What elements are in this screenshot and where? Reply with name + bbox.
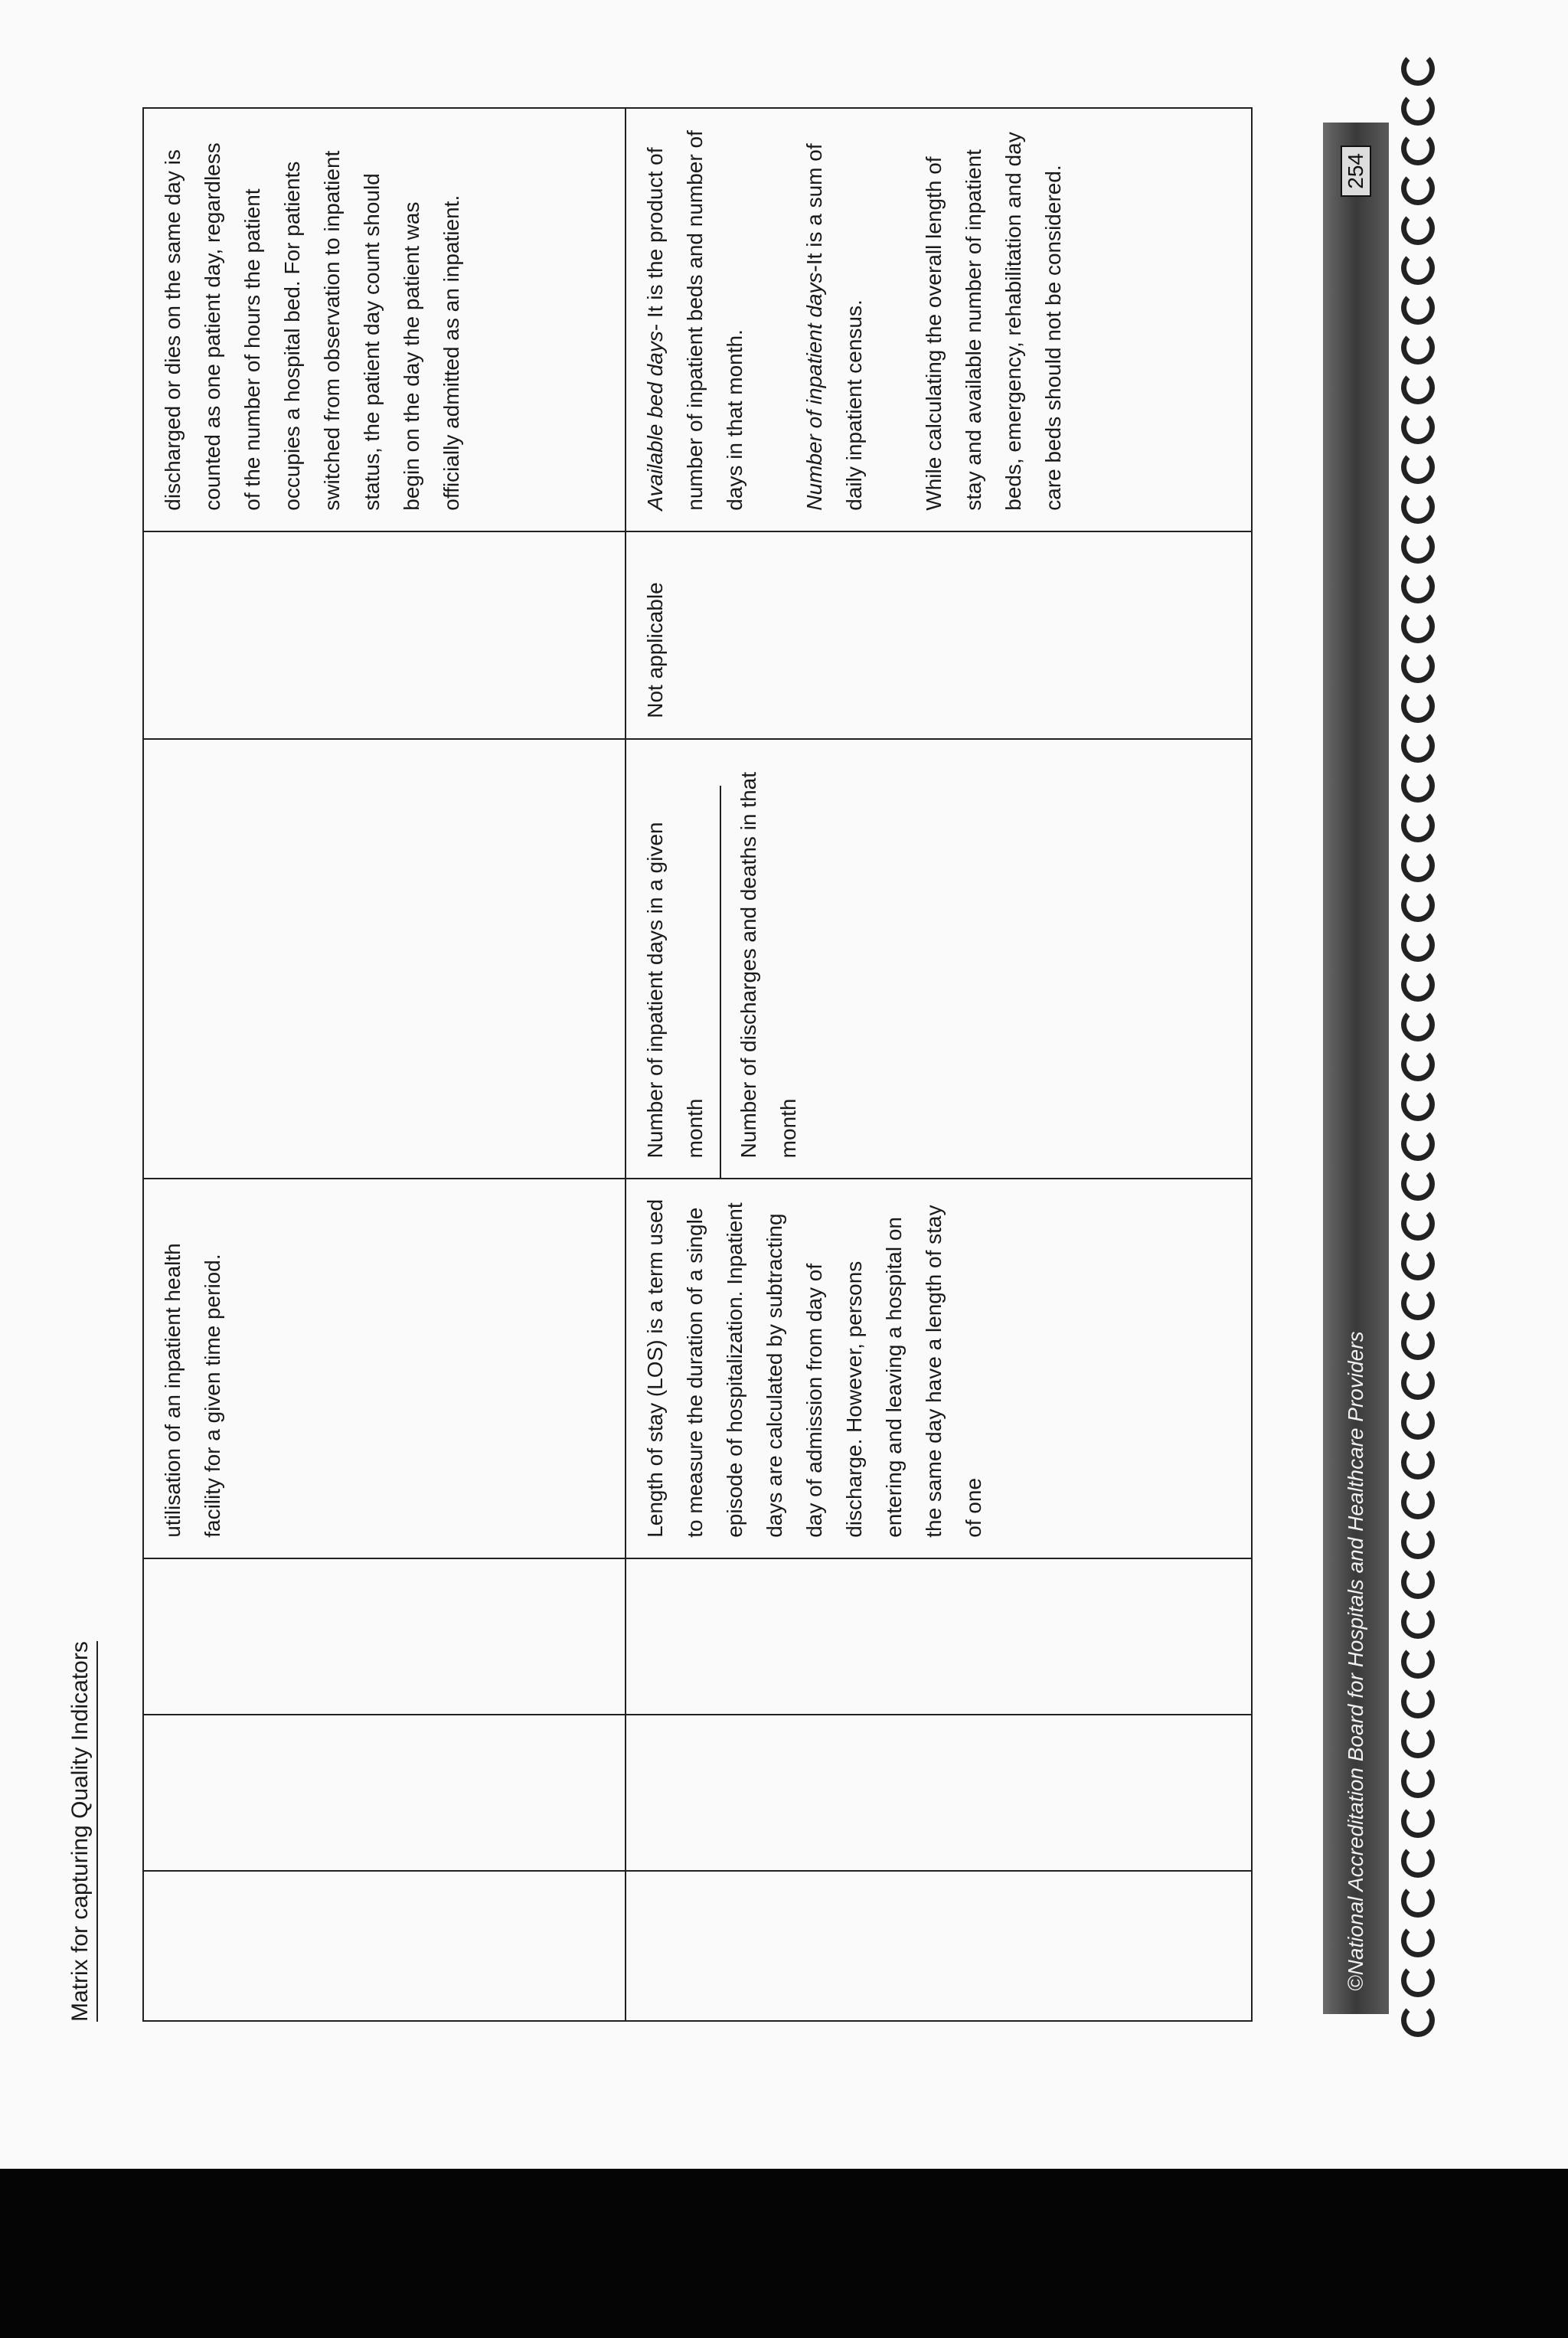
binding-ring [1401,1446,1435,1480]
binding-ring [1401,251,1435,285]
binding-ring [1401,1605,1435,1639]
binding-ring [1401,1764,1435,1798]
table-row [143,108,626,2021]
remarks-text [626,109,1095,531]
binding-ring [1401,450,1435,484]
term-inpatient-days: Number of inpatient days [802,272,826,511]
binding-ring [1401,1924,1435,1957]
binding-ring [1401,1406,1435,1440]
formula-cell [626,739,1252,1179]
sampling-cell [626,531,1252,739]
binding-ring [1401,1247,1435,1280]
binding-ring [1401,331,1435,365]
binding-ring [1401,689,1435,723]
publisher-credit: ©National Accreditation Board for Hospitals and Healthcare Providers [1344,1331,1367,1991]
binding-ring [1401,2003,1435,2037]
binding-ring [1401,371,1435,404]
binding-ring [1401,211,1435,245]
table-cell [626,1558,1252,1715]
sampling-cell [143,531,626,739]
binding-ring [1401,1366,1435,1400]
quality-indicator-matrix [142,107,1253,2022]
binding-ring [1401,92,1435,126]
binding-ring [1401,769,1435,803]
table-cell [143,1871,626,2021]
binding-ring [1401,1525,1435,1559]
term-available-bed-days: Available bed days [643,331,667,511]
binding-ring [1401,1127,1435,1161]
binding-ring [1401,52,1435,86]
table-cell [143,1558,626,1715]
binding-ring [1401,530,1435,564]
formula-split [626,740,1251,1179]
sampling-text: Not applicable [643,582,667,718]
remarks-text: discharged or dies on the same day is counted as one patient day, regardless of the number of hours the patient occupies a hospital bed. For patients switched from observation to inpatient status, the patient day count should begin on the day the patient was officially admitted as an inpatient. [161,142,463,511]
binding-ring [1401,1884,1435,1918]
binding-ring [1401,1964,1435,1997]
binding-ring [1401,1326,1435,1360]
binding-ring [1401,410,1435,444]
binding-ring [1401,1287,1435,1320]
formula-cell [143,739,626,1179]
binding-ring [1401,291,1435,325]
scan-edge [0,2169,1568,2338]
binding-ring [1401,1685,1435,1718]
definition-text: utilisation of an inpatient health facility for a given time period. [161,1243,224,1538]
binding-ring [1401,1048,1435,1081]
page-number: 254 [1341,146,1371,197]
definition-cell [143,1179,626,1558]
table-cell [626,1715,1252,1871]
remarks-paragraph [635,124,755,511]
binding-ring [1401,1008,1435,1041]
binding-ring [1401,1804,1435,1838]
table-row [626,108,1252,2021]
definition-cell [626,1179,1252,1558]
binding-rings [1401,46,1447,2037]
page-footer [1323,123,1389,2014]
binding-ring [1401,928,1435,962]
binding-ring [1401,1207,1435,1241]
denominator-text: Number of discharges and deaths in that month [737,772,800,1159]
numerator-text: Number of inpatient days in a given month [626,786,721,1179]
binding-ring [1401,968,1435,1002]
remarks-cell [626,108,1252,531]
table-cell [626,1871,1252,2021]
binding-ring [1401,729,1435,763]
remarks-text-span: -It is a sum of daily inpatient census. [802,143,866,511]
binding-ring [1401,1565,1435,1599]
binding-ring [1401,849,1435,882]
remarks-paragraph: While calculating the overall length of stay and available number of inpatient beds, emergency, rehabilitation and day care beds should not be considered. [922,132,1065,511]
binding-ring [1401,172,1435,205]
binding-ring [1401,1725,1435,1758]
binding-ring [1401,1645,1435,1679]
binding-ring [1401,132,1435,165]
binding-ring [1401,1087,1435,1121]
definition-text: Length of stay (LOS) is a term used to measure the duration of a single episode of hospitalization. Inpatient days are calculated by subtracting day of admission from day of discharge. However, persons entering and leaving a hospital on the same day have a length of stay of one [643,1198,985,1538]
binding-ring [1401,649,1435,683]
binding-ring [1401,570,1435,603]
remarks-text-span: - It is the product of number of inpatient beds and number of days in that month. [643,130,746,511]
table-cell [143,1715,626,1871]
binding-ring [1401,1844,1435,1878]
remarks-paragraph [795,124,874,511]
binding-ring [1401,490,1435,524]
binding-ring [1401,888,1435,922]
remarks-cell [143,108,626,531]
binding-ring [1401,610,1435,643]
binding-ring [1401,809,1435,842]
binding-ring [1401,1486,1435,1519]
binding-ring [1401,1167,1435,1201]
page-title: Matrix for capturing Quality Indicators [67,1641,98,2022]
